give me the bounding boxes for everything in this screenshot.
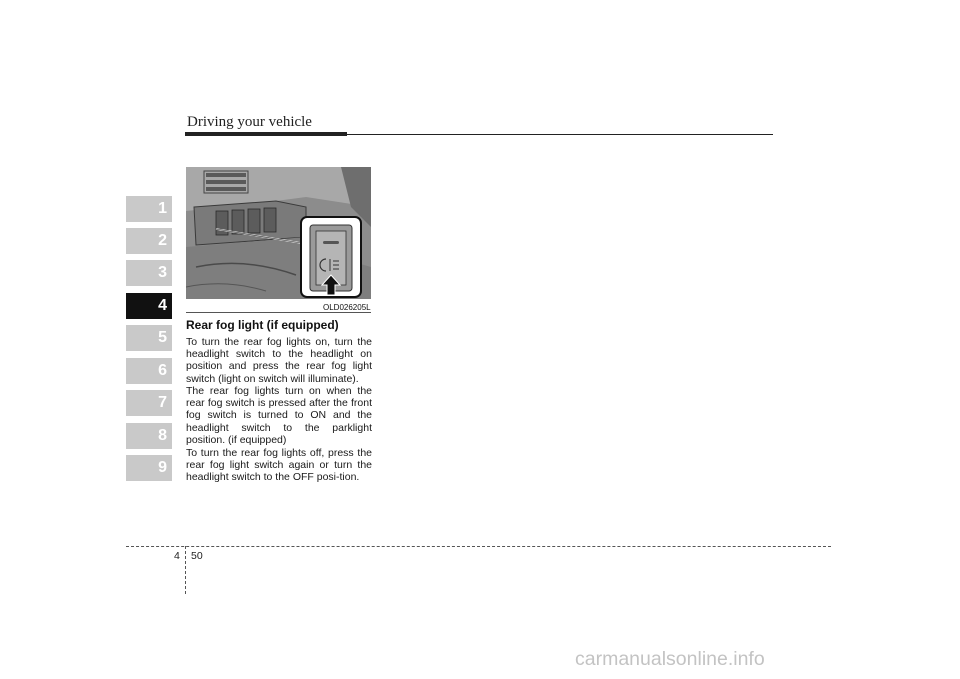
chapter-tab-7[interactable]: 7 (126, 390, 172, 416)
body-paragraph-2: The rear fog lights turn on when the rear fog switch is pressed after the front fog switch is turned to ON and the headlight switch to the parklight position. (if equipped) (186, 385, 372, 446)
chapter-tab-8[interactable]: 8 (126, 423, 172, 449)
body-paragraph-1: To turn the rear fog lights on, turn the headlight switch to the headlight on position and press the rear fog light switch (light on switch will illuminate). (186, 336, 372, 385)
header-title: Driving your vehicle (187, 114, 312, 130)
header-rule (185, 134, 773, 135)
section-heading: Rear fog light (if equipped) (186, 318, 339, 332)
chapter-tab-6[interactable]: 6 (126, 358, 172, 384)
figure-rule (186, 312, 371, 313)
footer-vertical-rule (185, 546, 186, 594)
body-paragraph-3: To turn the rear fog lights off, press the rear fog light switch again or turn the headlight switch to the OFF posi-tion. (186, 447, 372, 484)
dashboard-illustration (186, 167, 371, 299)
footer-chapter-number: 4 (174, 550, 180, 562)
figure-code: OLD026205L (323, 303, 371, 312)
chapter-tab-9[interactable]: 9 (126, 455, 172, 481)
chapter-tab-4[interactable]: 4 (126, 293, 172, 319)
watermark: carmanualsonline.info (575, 648, 765, 670)
chapter-tab-1[interactable]: 1 (126, 196, 172, 222)
chapter-tab-5[interactable]: 5 (126, 325, 172, 351)
chapter-tab-3[interactable]: 3 (126, 260, 172, 286)
chapter-tab-2[interactable]: 2 (126, 228, 172, 254)
footer-page-number: 50 (191, 550, 203, 562)
dashboard-drawing (186, 167, 371, 299)
footer-rule (126, 546, 831, 547)
